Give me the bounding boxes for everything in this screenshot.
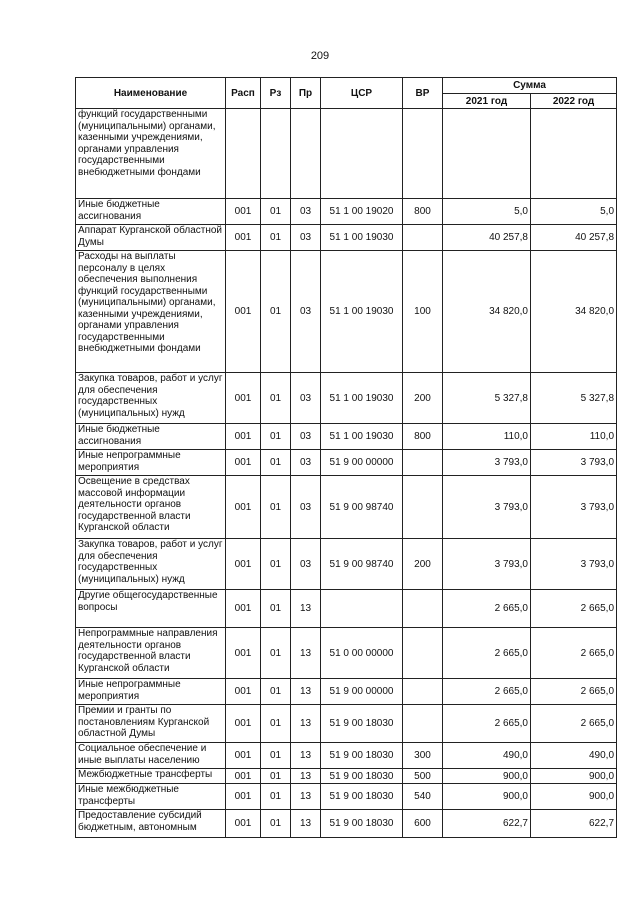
row-name: Освещение в средствах массовой информации деятельности органов государственной власти Курганской области	[76, 476, 226, 539]
row-pr: 13	[291, 743, 321, 769]
row-csr	[321, 109, 403, 199]
table-row	[76, 705, 617, 743]
row-name: Иные бюджетные ассигнования	[76, 199, 226, 225]
row-name: Предоставление субсидий бюджетным, автономным	[76, 810, 226, 838]
row-name: Иные непрограммные мероприятия	[76, 679, 226, 705]
row-rasp: 001	[226, 476, 261, 539]
row-rasp: 001	[226, 784, 261, 810]
row-rz: 01	[261, 628, 291, 679]
table-row	[76, 424, 617, 450]
row-amount-2021: 2 665,0	[443, 679, 531, 705]
row-amount-2021: 3 793,0	[443, 450, 531, 476]
row-pr: 03	[291, 424, 321, 450]
row-name: Другие общегосударственные вопросы	[76, 590, 226, 628]
row-rasp: 001	[226, 225, 261, 251]
row-csr: 51 9 00 18030	[321, 784, 403, 810]
row-rasp	[226, 109, 261, 199]
row-csr: 51 1 00 19030	[321, 424, 403, 450]
row-rasp: 001	[226, 679, 261, 705]
table-row	[76, 476, 617, 539]
row-amount-2021: 40 257,8	[443, 225, 531, 251]
row-amount-2022: 2 665,0	[531, 590, 617, 628]
row-vr	[403, 628, 443, 679]
table-row	[76, 199, 617, 225]
header-rz: Рз	[261, 78, 291, 109]
row-pr: 13	[291, 628, 321, 679]
row-rasp: 001	[226, 628, 261, 679]
row-csr: 51 9 00 00000	[321, 450, 403, 476]
header-name: Наименование	[76, 78, 226, 109]
row-name: Иные непрограммные мероприятия	[76, 450, 226, 476]
row-amount-2021: 622,7	[443, 810, 531, 838]
row-csr: 51 9 00 18030	[321, 743, 403, 769]
row-pr: 03	[291, 539, 321, 590]
row-rasp: 001	[226, 590, 261, 628]
header-2022: 2022 год	[531, 94, 617, 109]
row-csr: 51 9 00 98740	[321, 476, 403, 539]
row-rz: 01	[261, 199, 291, 225]
row-vr: 200	[403, 539, 443, 590]
row-amount-2021: 5 327,8	[443, 373, 531, 424]
row-vr	[403, 705, 443, 743]
header-2021: 2021 год	[443, 94, 531, 109]
row-pr: 13	[291, 679, 321, 705]
row-amount-2021: 110,0	[443, 424, 531, 450]
row-name: Социальное обеспечение и иные выплаты населению	[76, 743, 226, 769]
row-name: Непрограммные направления деятельности органов государственной власти Курганской области	[76, 628, 226, 679]
table-row	[76, 109, 617, 199]
row-rz: 01	[261, 679, 291, 705]
row-rz: 01	[261, 424, 291, 450]
row-csr: 51 0 00 00000	[321, 628, 403, 679]
table-row	[76, 590, 617, 628]
row-pr: 03	[291, 373, 321, 424]
row-amount-2022: 3 793,0	[531, 450, 617, 476]
row-name: функций государственными (муниципальными) органами, казенными учреждениями, органами управления государственными внебюджетными фондами	[76, 109, 226, 199]
table-row	[76, 784, 617, 810]
row-pr: 03	[291, 225, 321, 251]
row-rz	[261, 109, 291, 199]
row-pr: 03	[291, 251, 321, 373]
row-amount-2022	[531, 109, 617, 199]
row-amount-2021: 5,0	[443, 199, 531, 225]
row-csr: 51 9 00 00000	[321, 679, 403, 705]
row-csr: 51 9 00 18030	[321, 705, 403, 743]
row-vr	[403, 225, 443, 251]
row-amount-2022: 3 793,0	[531, 476, 617, 539]
row-csr: 51 1 00 19030	[321, 373, 403, 424]
row-name: Премии и гранты по постановлениям Курганской областной Думы	[76, 705, 226, 743]
row-amount-2021	[443, 109, 531, 199]
row-vr: 800	[403, 424, 443, 450]
row-pr	[291, 109, 321, 199]
row-csr: 51 9 00 18030	[321, 810, 403, 838]
row-rz: 01	[261, 476, 291, 539]
row-name: Иные межбюджетные трансферты	[76, 784, 226, 810]
row-vr: 300	[403, 743, 443, 769]
row-name: Иные бюджетные ассигнования	[76, 424, 226, 450]
header-pr: Пр	[291, 78, 321, 109]
row-pr: 13	[291, 810, 321, 838]
row-rz: 01	[261, 590, 291, 628]
row-rz: 01	[261, 450, 291, 476]
row-amount-2022: 490,0	[531, 743, 617, 769]
row-csr	[321, 590, 403, 628]
row-amount-2021: 900,0	[443, 784, 531, 810]
row-pr: 13	[291, 590, 321, 628]
budget-table	[75, 77, 617, 838]
row-amount-2021: 490,0	[443, 743, 531, 769]
row-amount-2021: 3 793,0	[443, 539, 531, 590]
row-rasp: 001	[226, 251, 261, 373]
row-amount-2022: 900,0	[531, 769, 617, 784]
row-rz: 01	[261, 539, 291, 590]
row-csr: 51 1 00 19030	[321, 225, 403, 251]
row-csr: 51 1 00 19030	[321, 251, 403, 373]
row-amount-2022: 3 793,0	[531, 539, 617, 590]
row-pr: 03	[291, 199, 321, 225]
row-rz: 01	[261, 810, 291, 838]
table-row	[76, 373, 617, 424]
row-vr: 100	[403, 251, 443, 373]
header-csr: ЦСР	[321, 78, 403, 109]
row-amount-2022: 34 820,0	[531, 251, 617, 373]
row-amount-2022: 5,0	[531, 199, 617, 225]
table-row	[76, 769, 617, 784]
row-name: Закупка товаров, работ и услуг для обеспечения государственных (муниципальных) нужд	[76, 373, 226, 424]
row-pr: 13	[291, 705, 321, 743]
row-amount-2022: 622,7	[531, 810, 617, 838]
row-pr: 13	[291, 784, 321, 810]
page-number: 209	[310, 50, 330, 62]
row-rasp: 001	[226, 705, 261, 743]
row-vr: 540	[403, 784, 443, 810]
row-rz: 01	[261, 769, 291, 784]
row-vr: 600	[403, 810, 443, 838]
row-name: Межбюджетные трансферты	[76, 769, 226, 784]
row-amount-2022: 5 327,8	[531, 373, 617, 424]
row-amount-2022: 2 665,0	[531, 705, 617, 743]
row-amount-2021: 900,0	[443, 769, 531, 784]
row-vr: 500	[403, 769, 443, 784]
table-row	[76, 628, 617, 679]
row-pr: 03	[291, 476, 321, 539]
row-vr	[403, 590, 443, 628]
header-rasp: Расп	[226, 78, 261, 109]
row-pr: 13	[291, 769, 321, 784]
row-csr: 51 1 00 19020	[321, 199, 403, 225]
row-amount-2021: 2 665,0	[443, 628, 531, 679]
header-sum: Сумма	[443, 78, 617, 94]
row-vr	[403, 679, 443, 705]
table-row	[76, 539, 617, 590]
row-amount-2021: 34 820,0	[443, 251, 531, 373]
row-vr	[403, 476, 443, 539]
row-csr: 51 9 00 18030	[321, 769, 403, 784]
row-vr: 200	[403, 373, 443, 424]
row-name: Расходы на выплаты персоналу в целях обеспечения выполнения функций государственными (муниципальными) органами, казенными учреждениями, органами управления государственными внебюджетными фондами	[76, 251, 226, 373]
row-amount-2022: 40 257,8	[531, 225, 617, 251]
row-rasp: 001	[226, 743, 261, 769]
row-vr: 800	[403, 199, 443, 225]
row-rz: 01	[261, 743, 291, 769]
row-amount-2021: 2 665,0	[443, 705, 531, 743]
row-amount-2021: 3 793,0	[443, 476, 531, 539]
row-csr: 51 9 00 98740	[321, 539, 403, 590]
row-name: Закупка товаров, работ и услуг для обеспечения государственных (муниципальных) нужд	[76, 539, 226, 590]
row-amount-2022: 110,0	[531, 424, 617, 450]
row-rz: 01	[261, 251, 291, 373]
row-rz: 01	[261, 784, 291, 810]
row-rasp: 001	[226, 450, 261, 476]
row-amount-2022: 2 665,0	[531, 679, 617, 705]
row-amount-2022: 900,0	[531, 784, 617, 810]
row-rasp: 001	[226, 539, 261, 590]
table-row	[76, 679, 617, 705]
table-row	[76, 450, 617, 476]
row-name: Аппарат Курганской областной Думы	[76, 225, 226, 251]
row-pr: 03	[291, 450, 321, 476]
table-row	[76, 225, 617, 251]
row-rasp: 001	[226, 810, 261, 838]
row-rasp: 001	[226, 199, 261, 225]
row-vr	[403, 109, 443, 199]
row-vr	[403, 450, 443, 476]
row-rasp: 001	[226, 373, 261, 424]
row-rasp: 001	[226, 424, 261, 450]
table-row	[76, 743, 617, 769]
row-rz: 01	[261, 373, 291, 424]
table-row	[76, 251, 617, 373]
header-vr: ВР	[403, 78, 443, 109]
row-amount-2022: 2 665,0	[531, 628, 617, 679]
table-row	[76, 810, 617, 838]
row-amount-2021: 2 665,0	[443, 590, 531, 628]
row-rz: 01	[261, 705, 291, 743]
row-rz: 01	[261, 225, 291, 251]
row-rasp: 001	[226, 769, 261, 784]
